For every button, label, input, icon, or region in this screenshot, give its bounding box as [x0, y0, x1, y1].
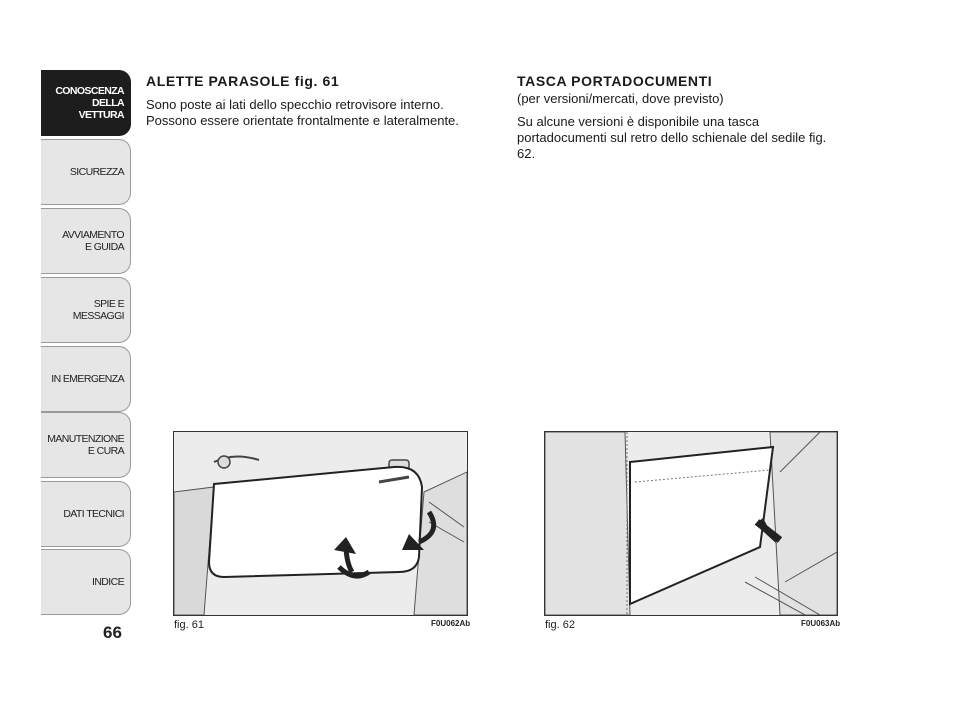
document-pocket-text: Su alcune versioni è disponibile una tasca portadocumenti sul retro dello schienale del sedile fig. 62.	[517, 114, 827, 161]
sun-visors-heading: ALETTE PARASOLE fig. 61	[146, 73, 340, 89]
figure-61-label: fig. 61	[174, 619, 204, 631]
tab-dati-tecnici[interactable]: DATI TECNICI	[41, 481, 131, 547]
document-pocket-heading: TASCA PORTADOCUMENTI	[517, 73, 713, 89]
tab-sicurezza[interactable]: SICUREZZA	[41, 139, 131, 205]
tab-conoscenza-della-vettura[interactable]: CONOSCENZA DELLA VETTURA	[41, 70, 131, 136]
page-number: 66	[103, 623, 122, 642]
tab-in-emergenza[interactable]: IN EMERGENZA	[41, 346, 131, 412]
figure-61-code: F0U062Ab	[431, 619, 471, 628]
figure-62-label: fig. 62	[545, 619, 575, 631]
document-pocket-section	[517, 73, 847, 162]
tab-indice[interactable]: INDICE	[41, 549, 131, 615]
figure-61-illustration	[173, 431, 468, 616]
sun-visors-text: Sono poste ai lati dello specchio retrovisore interno. Possono essere orientate frontalmente e lateralmente.	[146, 97, 459, 128]
seat-pocket-drawing	[545, 432, 837, 615]
figure-62-code: F0U063Ab	[801, 619, 841, 628]
document-pocket-subheading: (per versioni/mercati, dove previsto)	[517, 91, 724, 106]
tab-avviamento-e-guida[interactable]: AVVIAMENTO E GUIDA	[41, 208, 131, 274]
sun-visor-drawing	[174, 432, 467, 615]
tab-spie-e-messaggi[interactable]: SPIE E MESSAGGI	[41, 277, 131, 343]
figure-62-illustration	[544, 431, 838, 616]
tab-manutenzione-e-cura[interactable]: MANUTENZIONE E CURA	[41, 412, 131, 478]
sun-visors-section	[146, 73, 496, 129]
